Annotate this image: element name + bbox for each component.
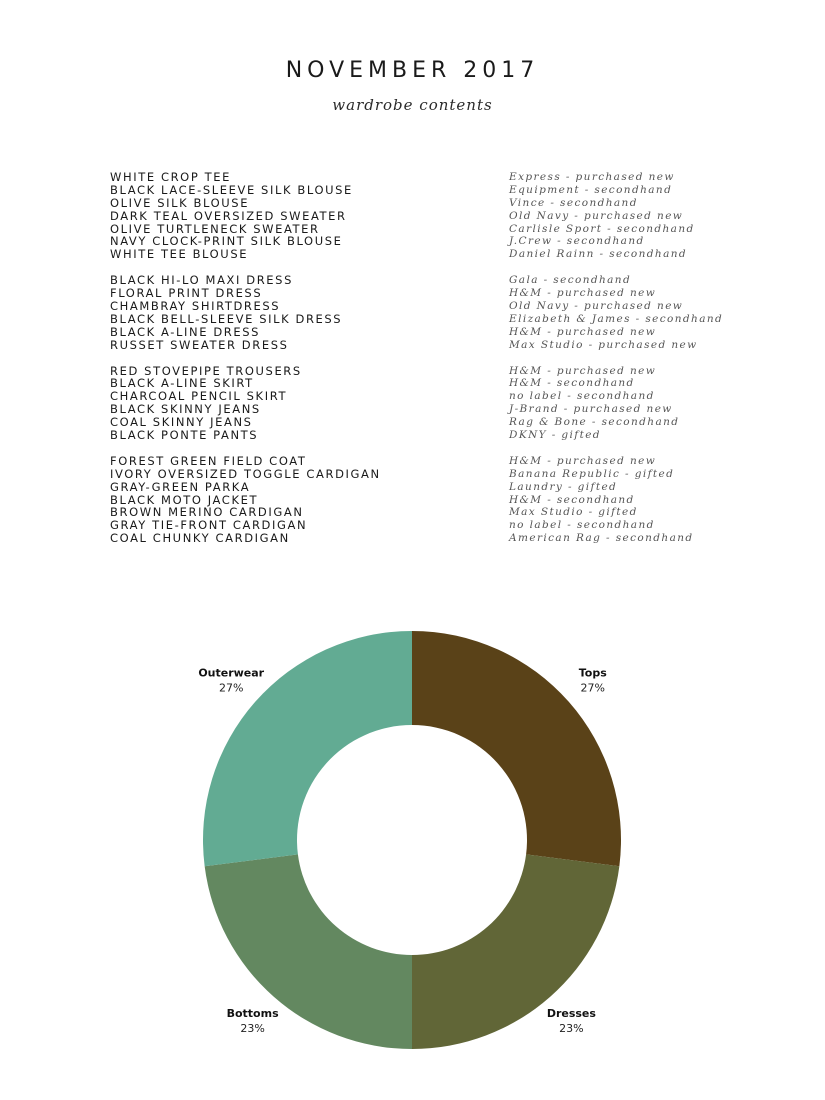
page-title: NOVEMBER 2017 — [285, 58, 540, 83]
list-item — [0, 339, 825, 352]
item-name: BLACK HI-LO MAXI DRESS — [110, 273, 293, 288]
donut-svg — [0, 600, 825, 1080]
item-name: BLACK SKINNY JEANS — [110, 402, 261, 417]
item-source: Vince - secondhand — [509, 196, 638, 209]
slice-value-label: 23% — [240, 1021, 265, 1035]
item-source: H&M - purchased new — [509, 364, 657, 377]
item-source: American Rag - secondhand — [509, 532, 694, 545]
list-item — [0, 210, 825, 223]
slice-dresses — [412, 854, 619, 1049]
item-source: H&M - secondhand — [509, 377, 635, 390]
item-source: DKNY - gifted — [509, 429, 601, 442]
item-source: Rag & Bone - secondhand — [509, 416, 680, 429]
slice-label: Dresses — [546, 1006, 596, 1020]
item-name: BLACK A-LINE SKIRT — [110, 376, 254, 391]
list-item — [0, 481, 825, 494]
item-source: no label - secondhand — [509, 390, 655, 403]
item-name: RUSSET SWEATER DRESS — [110, 337, 289, 352]
item-name: BLACK A-LINE DRESS — [110, 324, 261, 339]
item-source: Laundry - gifted — [509, 480, 618, 493]
item-source: H&M - purchased new — [509, 454, 657, 467]
list-item — [0, 429, 825, 442]
list-item — [0, 532, 825, 545]
item-name: OLIVE SILK BLOUSE — [110, 195, 250, 210]
item-name: CHAMBRAY SHIRTDRESS — [110, 299, 281, 314]
item-source: no label - secondhand — [509, 519, 655, 532]
item-source: J.Crew - secondhand — [509, 235, 645, 248]
item-source: Carlisle Sport - secondhand — [509, 222, 695, 235]
slice-value-label: 23% — [559, 1021, 584, 1035]
item-name: DARK TEAL OVERSIZED SWEATER — [110, 208, 347, 223]
slice-label: Tops — [578, 666, 607, 680]
item-source: Old Navy - purchased new — [509, 300, 684, 313]
item-source: H&M - purchased new — [509, 287, 657, 300]
item-source: Elizabeth & James - secondhand — [509, 312, 724, 325]
item-source: H&M - purchased new — [509, 325, 657, 338]
item-name: BLACK PONTE PANTS — [110, 428, 259, 443]
item-name: RED STOVEPIPE TROUSERS — [110, 363, 302, 378]
item-name: BROWN MERINO CARDIGAN — [110, 505, 304, 520]
item-source: J-Brand - purchased new — [509, 403, 673, 416]
item-name: BLACK BELL-SLEEVE SILK DRESS — [110, 311, 343, 326]
item-source: Old Navy - purchased new — [509, 209, 684, 222]
category-donut-chart — [0, 600, 825, 1080]
list-item — [0, 468, 825, 481]
item-name: BLACK MOTO JACKET — [110, 492, 259, 507]
item-source: Equipment - secondhand — [509, 183, 673, 196]
item-name: CHARCOAL PENCIL SKIRT — [110, 389, 288, 404]
list-item — [0, 171, 825, 184]
item-name: WHITE CROP TEE — [110, 170, 231, 184]
list-item — [0, 248, 825, 261]
list-item — [0, 184, 825, 197]
list-item — [0, 300, 825, 313]
item-name: NAVY CLOCK-PRINT SILK BLOUSE — [110, 234, 343, 249]
item-source: Max Studio - gifted — [509, 506, 638, 519]
slice-value-label: 27% — [580, 681, 606, 695]
item-name: BLACK LACE-SLEEVE SILK BLOUSE — [110, 182, 353, 197]
list-item — [0, 197, 825, 210]
slice-label: Bottoms — [226, 1006, 279, 1020]
item-name: WHITE TEE BLOUSE — [110, 247, 249, 262]
item-group — [0, 455, 825, 545]
item-source: Max Studio - purchased new — [509, 338, 698, 351]
item-name: COAL SKINNY JEANS — [110, 415, 253, 430]
item-source: Gala - secondhand — [509, 274, 632, 287]
item-name: COAL CHUNKY CARDIGAN — [110, 531, 290, 546]
item-name: IVORY OVERSIZED TOGGLE CARDIGAN — [110, 466, 381, 481]
item-source: H&M - secondhand — [509, 493, 635, 506]
slice-value-label: 27% — [218, 681, 244, 695]
list-item — [0, 455, 825, 468]
slice-label: Outerwear — [198, 666, 265, 680]
item-name: OLIVE TURTLENECK SWEATER — [110, 221, 320, 236]
item-group — [0, 171, 825, 261]
list-item — [0, 326, 825, 339]
item-group — [0, 365, 825, 442]
item-source: Daniel Rainn - secondhand — [509, 248, 688, 261]
item-group — [0, 274, 825, 351]
item-name: GRAY TIE-FRONT CARDIGAN — [110, 518, 308, 533]
list-item — [0, 313, 825, 326]
item-name: FLORAL PRINT DRESS — [110, 286, 263, 301]
item-source: Banana Republic - gifted — [509, 467, 675, 480]
wardrobe-list — [0, 171, 825, 558]
item-source: Express - purchased new — [509, 171, 675, 183]
slice-bottoms — [205, 854, 412, 1049]
item-name: FOREST GREEN FIELD COAT — [110, 453, 307, 468]
item-name: GRAY-GREEN PARKA — [110, 479, 251, 494]
page-subtitle: wardrobe contents — [332, 96, 493, 114]
